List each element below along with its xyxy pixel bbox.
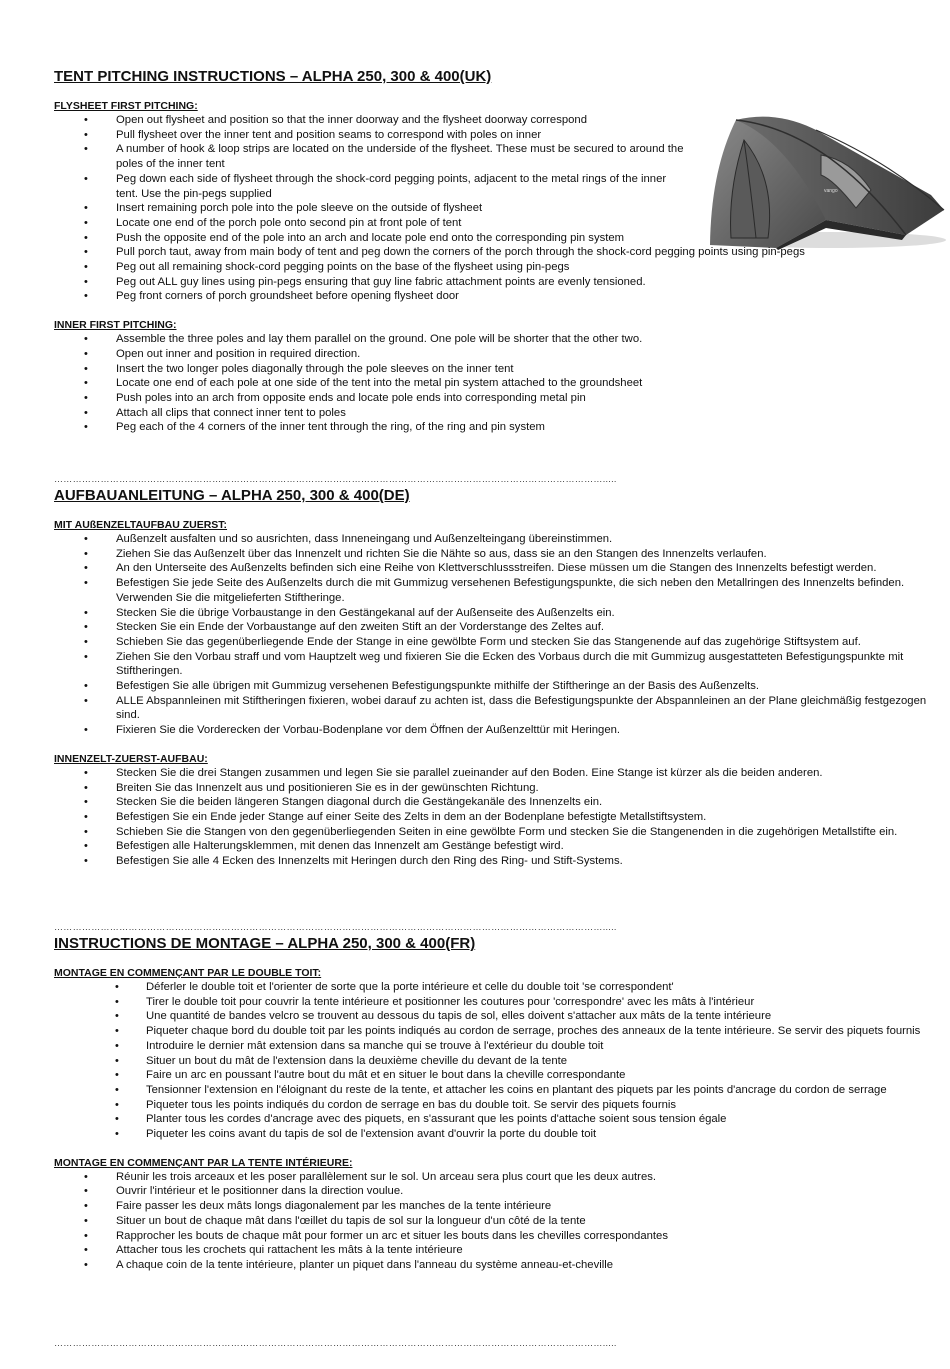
list-item: • Außenzelt ausfalten und so ausrichten, dass Inneneingang und Außenzelteingang übereinstimmen. [54, 532, 934, 547]
list-item: • Ziehen Sie das Außenzelt über das Innenzelt und richten Sie die Nähte so aus, dass sie an den Stangen des Innenzelts verlaufen. [54, 547, 934, 562]
list-item: • Stecken Sie ein Ende der Vorbaustange auf den zweiten Stift an der Vorderstange des Zeltes auf. [54, 620, 934, 635]
list-item: • Introduire le dernier mât extension dans sa manche qui se trouve à l'extérieur du double toit [54, 1039, 934, 1054]
list-item: • Peg down each side of flysheet through the shock-cord pegging points, adjacent to the metal rings of the inner tent. Use the pin-pegs supplied [54, 172, 934, 201]
de-inner-list [54, 766, 934, 869]
separator: ……………………………………………………………………………………………………………………………………………………………..... [54, 1338, 617, 1348]
list-item: • Situer un bout du mât de l'extension dans la deuxième cheville du devant de la tente [54, 1054, 934, 1069]
fr-flysheet-list [54, 980, 934, 1142]
list-item: • An den Unterseite des Außenzelts befinden sich eine Reihe von Klettverschlussstreifen. Diese müssen um die Stangen des Innenzelts befestigt werden. [54, 561, 934, 576]
uk-inner-list [54, 332, 934, 435]
de-inner-heading: INNENZELT-ZUERST-AUFBAU: [54, 752, 208, 765]
list-item: • Ouvrir l'intérieur et le positionner dans la direction voulue. [54, 1184, 934, 1199]
list-item: • Fixieren Sie die Vorderecken der Vorbau-Bodenplane vor dem Öffnen der Außenzelttür mit Heringen. [54, 723, 934, 738]
list-item: • Schieben Sie die Stangen von den gegenüberliegenden Seiten in eine gewölbte Form und stecken Sie die Stangenenden in die zugehörigen Metallstifte ein. [54, 825, 934, 840]
list-item: • Peg front corners of porch groundsheet before opening flysheet door [54, 289, 934, 304]
list-item: • Attach all clips that connect inner tent to poles [54, 406, 934, 421]
list-item: • Stecken Sie die beiden längeren Stangen diagonal durch die Gestängekanäle des Innenzelts ein. [54, 795, 934, 810]
list-item: • Piqueter chaque bord du double toit par les points indiqués au cordon de serrage, proches des anneaux de la tente intérieure. Se servir des piquets fournis [54, 1024, 934, 1039]
fr-flysheet-heading: MONTAGE EN COMMENÇANT PAR LE DOUBLE TOIT: [54, 967, 322, 979]
list-item: • Push the opposite end of the pole into an arch and locate pole end onto the corresponding pin system [54, 231, 934, 246]
list-item: • Pull flysheet over the inner tent and position seams to correspond with poles on inner [54, 128, 934, 143]
uk-flysheet-list [54, 113, 934, 304]
list-item: • Attacher tous les crochets qui rattachent les mâts à la tente intérieure [54, 1243, 934, 1258]
list-item: • Stecken Sie die übrige Vorbaustange in den Gestängekanal auf der Außenseite des Außenzelts ein. [54, 606, 934, 621]
list-item: • Tirer le double toit pour couvrir la tente intérieure et positionner les coutures pour 'correspondre' avec les mâts à l'intérieur [54, 995, 934, 1010]
list-item: • Faire passer les deux mâts longs diagonalement par les manches de la tente intérieure [54, 1199, 934, 1214]
list-item: • Befestigen Sie jede Seite des Außenzelts durch die mit Gummizug versehenen Befestigungspunkte, die sich neben den Metallringen des Innenzelts befinden. Verwenden Sie die mitgelieferten Stiftheringe. [54, 576, 934, 605]
list-item: • ALLE Abspannleinen mit Stiftheringen fixieren, wobei darauf zu achten ist, dass die Befestigungspunkte der Abspannleinen an der Plane gleichmäßig festgezogen sind. [54, 694, 934, 723]
list-item: • A number of hook & loop strips are located on the underside of the flysheet. These must be secured to around the poles of the inner tent [54, 142, 934, 171]
list-item: • Befestigen Sie alle übrigen mit Gummizug versehenen Befestigungspunkte mithilfe der Stiftheringe an der Basis des Außenzelts. [54, 679, 934, 694]
list-item: • Tensionner l'extension en l'éloignant du reste de la tente, et attacher les coins en plantant des piquets par les points d'ancrage du cordon de serrage [54, 1083, 934, 1098]
fr-inner-list [54, 1170, 934, 1273]
list-item: • Ziehen Sie den Vorbau straff und vom Hauptzelt weg und fixieren Sie die Ecken des Vorbaus durch die mit Gummizug ausgestatteten Befestigungspunkte mit Stiftheringen. [54, 650, 934, 679]
list-item: • Piqueter tous les points indiqués du cordon de serrage en bas du double toit. Se servir des piquets fournis [54, 1098, 934, 1113]
list-item: • Planter tous les cordes d'ancrage avec des piquets, en s'assurant que les points d'attache soient sous tension égale [54, 1112, 934, 1127]
de-flysheet-list [54, 532, 934, 738]
list-item: • Réunir les trois arceaux et les poser parallèlement sur le sol. Un arceau sera plus court que les deux autres. [54, 1170, 934, 1185]
list-item: • Assemble the three poles and lay them parallel on the ground. One pole will be shorter that the other two. [54, 332, 934, 347]
de-flysheet-heading: MIT AUßENZELTAUFBAU ZUERST: [54, 519, 228, 531]
list-item: • Schieben Sie das gegenüberliegende Ende der Stange in eine gewölbte Form und stecken Sie das Stangenende auf das zugehörige Stiftsystem auf. [54, 635, 934, 650]
list-item: • Open out flysheet and position so that the inner doorway and the flysheet doorway correspond [54, 113, 934, 128]
uk-title: TENT PITCHING INSTRUCTIONS – ALPHA 250, 300 & 400(UK) [54, 68, 492, 85]
separator: ……………………………………………………………………………………………………………………………………………………………..... [54, 922, 617, 932]
uk-inner-heading: INNER FIRST PITCHING: [54, 319, 177, 332]
list-item: • Déferler le double toit et l'orienter de sorte que la porte intérieure et celle du double toit 'se correspondent' [54, 980, 934, 995]
list-item: • Rapprocher les bouts de chaque mât pour former un arc et situer les bouts dans les chevilles correspondantes [54, 1229, 934, 1244]
list-item: • Stecken Sie die drei Stangen zusammen und legen Sie sie parallel zueinander auf den Boden. Eine Stange ist kürzer als die beiden anderen. [54, 766, 934, 781]
list-item: • Une quantité de bandes velcro se trouvent au dessous du tapis de sol, elles doivent s'attacher aux mâts de la tente intérieure [54, 1009, 934, 1024]
tent-logo: vango [824, 188, 838, 194]
list-item: • Befestigen Sie alle 4 Ecken des Innenzelts mit Heringen durch den Ring des Ring- und Stift-Systems. [54, 854, 934, 869]
list-item: • Locate one end of each pole at one side of the tent into the metal pin system attached to the groundsheet [54, 376, 934, 391]
list-item: • A chaque coin de la tente intérieure, planter un piquet dans l'anneau du système anneau-et-cheville [54, 1258, 934, 1273]
list-item: • Peg out ALL guy lines using pin-pegs ensuring that guy line fabric attachment points are evenly tensioned. [54, 275, 934, 290]
fr-section [54, 935, 934, 1273]
list-item: • Befestigen Sie ein Ende jeder Stange auf einer Seite des Zelts in dem an der Bodenplane befestigte Metallstiftsystem. [54, 810, 934, 825]
list-item: • Befestigen alle Halterungsklemmen, mit denen das Innenzelt am Gestänge befestigt wird. [54, 839, 934, 854]
list-item: • Pull porch taut, away from main body of tent and peg down the corners of the porch through the shock-cord pegging points using pin-pegs [54, 245, 934, 260]
list-item: • Faire un arc en poussant l'autre bout du mât et en situer le bout dans la cheville correspondante [54, 1068, 934, 1083]
list-item: • Insert remaining porch pole into the pole sleeve on the outside of flysheet [54, 201, 934, 216]
list-item: • Situer un bout de chaque mât dans l'œillet du tapis de sol sur la longueur d'un côté de la tente [54, 1214, 934, 1229]
fr-inner-heading: MONTAGE EN COMMENÇANT PAR LA TENTE INTÉRIEURE: [54, 1156, 353, 1169]
list-item: • Piqueter les coins avant du tapis de sol de l'extension avant d'ouvrir la porte du double toit [54, 1127, 934, 1142]
uk-flysheet-heading: FLYSHEET FIRST PITCHING: [54, 100, 198, 112]
list-item: • Peg each of the 4 corners of the inner tent through the ring, of the ring and pin system [54, 420, 934, 435]
de-section [54, 487, 934, 869]
fr-title: INSTRUCTIONS DE MONTAGE – ALPHA 250, 300 & 400(FR) [54, 935, 476, 952]
separator: ……………………………………………………………………………………………………………………………………………………………..... [54, 474, 617, 484]
list-item: • Breiten Sie das Innenzelt aus und positionieren Sie es in der gewünschten Richtung. [54, 781, 934, 796]
list-item: • Peg out all remaining shock-cord pegging points on the base of the flysheet using pin-pegs [54, 260, 934, 275]
list-item: • Locate one end of the porch pole onto second pin at front pole of tent [54, 216, 934, 231]
uk-section [54, 68, 934, 435]
list-item: • Insert the two longer poles diagonally through the pole sleeves on the inner tent [54, 362, 934, 377]
de-title: AUFBAUANLEITUNG – ALPHA 250, 300 & 400(DE) [54, 487, 410, 504]
list-item: • Push poles into an arch from opposite ends and locate pole ends into corresponding metal pin [54, 391, 934, 406]
list-item: • Open out inner and position in required direction. [54, 347, 934, 362]
